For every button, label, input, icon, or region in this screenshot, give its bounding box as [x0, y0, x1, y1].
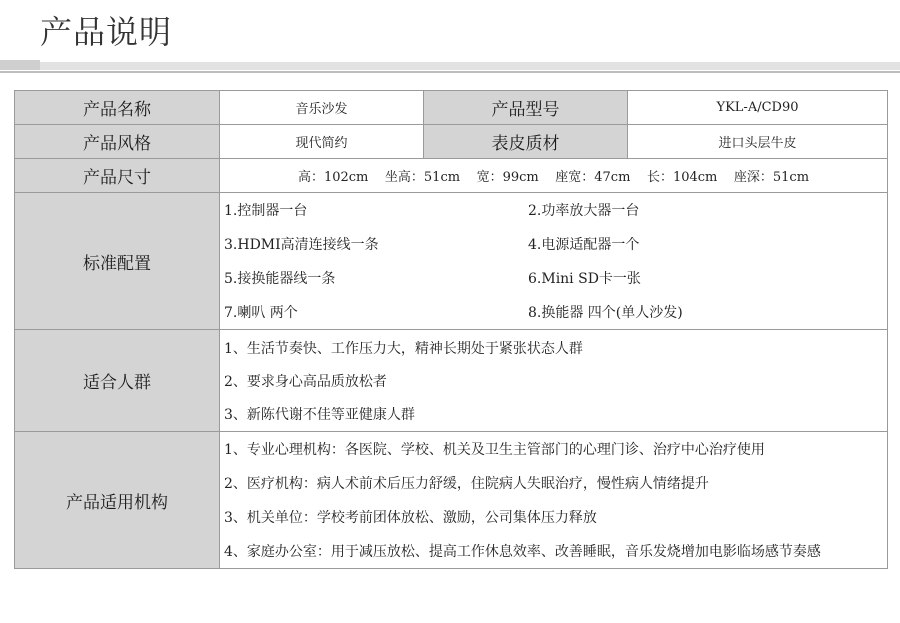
row-standard-config [15, 193, 888, 330]
config-row [224, 261, 887, 295]
institution-item: 3、机关单位：学校考前团体放松、激励，公司集体压力释放 [224, 510, 597, 526]
page-title: 产品说明 [40, 13, 173, 51]
product-style-value: 现代简约 [220, 125, 424, 159]
row-target-audience [15, 330, 888, 432]
target-audience-list [220, 331, 887, 430]
config-item: 5.接换能器线一条 [224, 271, 336, 287]
row-applicable-institutions [15, 432, 888, 569]
product-name-label: 产品名称 [15, 91, 220, 125]
target-audience-label: 适合人群 [15, 330, 220, 432]
config-item: 1.控制器一台 [224, 203, 308, 219]
applicable-institutions-list [220, 432, 887, 568]
standard-config-label: 标准配置 [15, 193, 220, 330]
audience-item: 3、新陈代谢不佳等亚健康人群 [224, 406, 415, 423]
product-size-label: 产品尺寸 [15, 159, 220, 193]
leather-material-label: 表皮质材 [424, 125, 628, 159]
config-item: 4.电源适配器一个 [528, 237, 640, 253]
target-audience-cell [220, 330, 888, 432]
product-size-value: 高：102cm 坐高：51cm 宽：99cm 座宽：47cm 长：104cm 座深：51cm [220, 159, 888, 193]
config-row [224, 227, 887, 261]
config-item: 2.功率放大器一台 [528, 203, 640, 219]
product-name-value: 音乐沙发 [220, 91, 424, 125]
institution-item: 2、医疗机构：病人术前术后压力舒缓，住院病人失眠治疗，慢性病人情绪提升 [224, 476, 709, 492]
applicable-institutions-cell [220, 432, 888, 569]
standard-config-cell [220, 193, 888, 330]
product-style-label: 产品风格 [15, 125, 220, 159]
institution-item: 4、家庭办公室：用于减压放松、提高工作休息效率、改善睡眠，音乐发烧增加电影临场感节奏感 [224, 544, 821, 560]
product-model-label: 产品型号 [424, 91, 628, 125]
row-style-material [15, 125, 888, 159]
config-item: 8.换能器 四个(单人沙发) [528, 305, 683, 321]
config-item: 3.HDMI高清连接线一条 [224, 237, 379, 253]
header-divider [0, 58, 900, 78]
standard-config-list [220, 193, 887, 329]
spec-table [14, 90, 888, 569]
config-row [224, 193, 887, 227]
product-model-value: YKL-A/CD90 [628, 91, 888, 125]
audience-item: 2、要求身心高品质放松者 [224, 373, 387, 390]
applicable-institutions-label: 产品适用机构 [15, 432, 220, 569]
config-row [224, 295, 887, 329]
institution-item: 1、专业心理机构：各医院、学校、机关及卫生主管部门的心理门诊、治疗中心治疗使用 [224, 442, 765, 458]
row-dimensions [15, 159, 888, 193]
leather-material-value: 进口头层牛皮 [628, 125, 888, 159]
row-name-model [15, 91, 888, 125]
config-item: 7.喇叭 两个 [224, 305, 298, 321]
audience-item: 1、生活节奏快、工作压力大，精神长期处于紧张状态人群 [224, 340, 583, 357]
config-item: 6.Mini SD卡一张 [528, 271, 641, 287]
